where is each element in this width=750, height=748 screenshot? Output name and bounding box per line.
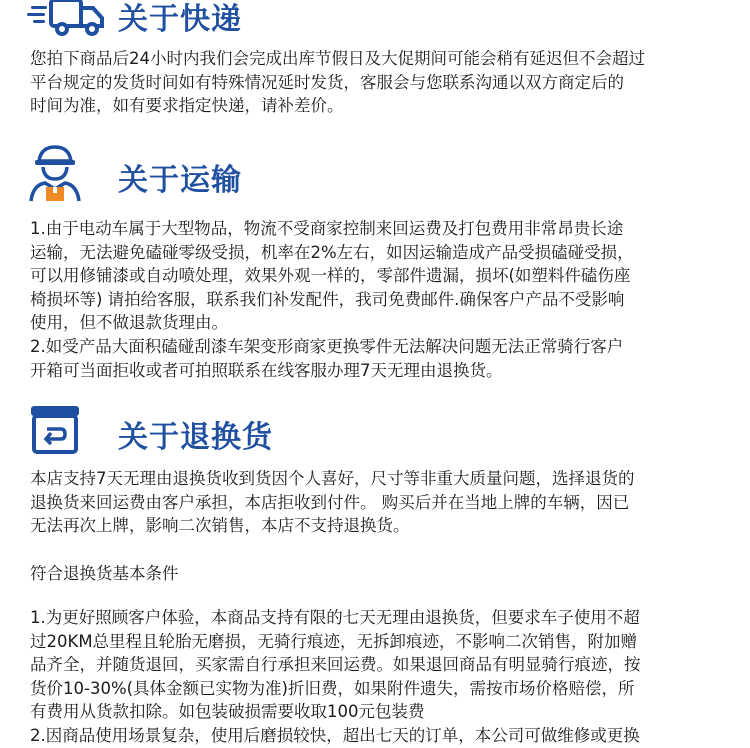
paragraph-line: 平台规定的发货时间如有特殊情况延时发货，客服会与您联系沟通以双方商定后的 <box>30 72 624 92</box>
section-title: 关于快递 <box>118 2 242 37</box>
paragraph-line: 品齐全，并随货退回，买家需自行承担来回运费。如果退回商品有明显骑行痕迹，按 <box>30 655 641 675</box>
transport-paragraph <box>30 217 730 382</box>
paragraph-line: 无法再次上牌，影响二次销售，本店不支持退换货。 <box>30 516 410 536</box>
paragraph-line: 椅损坏等) 请拍给客服，联系我们补发配件，我司免费邮件.确保客户产品不受影响 <box>30 289 625 309</box>
paragraph-line: 1.为更好照顾客户体验，本商品支持有限的七天无理由退换货，但要求车子使用不超 <box>30 608 640 627</box>
paragraph-line: 过20KM总里程且轮胎无磨损，无骑行痕迹，无拆卸痕迹，不影响二次销售，附加赠 <box>30 631 638 651</box>
paragraph-line: 2.如受产品大面积磕碰刮漆车架变形商家更换零件无法解决问题无法正常骑行客户 <box>30 336 624 356</box>
courier-with-box-icon <box>27 143 83 207</box>
section-title: 关于退换货 <box>118 420 273 455</box>
express-paragraph <box>30 47 730 118</box>
section-title: 关于运输 <box>118 163 242 198</box>
paragraph-line: 使用，但不做退款货理由。 <box>30 313 228 333</box>
paragraph-line: 1.由于电动车属于大型物品，物流不受商家控制来回运费及打包费用非常昂贵长途 <box>30 219 624 238</box>
paragraph-line: 时间为准，如有要求指定快递，请补差价。 <box>30 96 344 116</box>
paragraph-line: 开箱可当面拒收或者可拍照联系在线客服办理7天无理由退换货。 <box>30 360 503 380</box>
returns-conditions <box>30 606 730 748</box>
paragraph-line: 运输，无法避免磕碰零级受损，机率在2%左右，如因运输造成产品受损磕碰受损， <box>30 242 634 262</box>
paragraph-line: 退换货来回运费由客户承担，本店拒收到付件。 购买后并在当地上牌的车辆，因已 <box>30 492 630 512</box>
delivery-truck-icon <box>27 0 107 40</box>
paragraph-line: 可以用修铺漆或自动喷处理，效果外观一样的，零部件遗漏，损坏(如塑料件磕伤座 <box>30 266 631 286</box>
paragraph-line: 本店支持7天无理由退换货收到货因个人喜好，尺寸等非重大质量问题，选择退货的 <box>30 469 635 488</box>
paragraph-line: 有费用从货款扣除。如包装破损需要收取100元包装费 <box>30 702 425 722</box>
paragraph-line: 货价10-30%(具体金额已实物为准)折旧费，如果附件遗失，需按市场价格赔偿，所 <box>30 678 635 698</box>
paragraph-line: 您拍下商品后24小时内我们会完成出库节假日及大促期间可能会稍有延迟但不会超过 <box>30 49 645 68</box>
returns-subheading: 符合退换货基本条件 <box>30 564 179 583</box>
paragraph-line: 2.因商品使用场景复杂，使用后磨损较快，超出七天的订单，本公司可做维修或更换 <box>30 725 640 745</box>
returns-paragraph <box>30 467 730 538</box>
return-box-icon <box>27 403 83 459</box>
